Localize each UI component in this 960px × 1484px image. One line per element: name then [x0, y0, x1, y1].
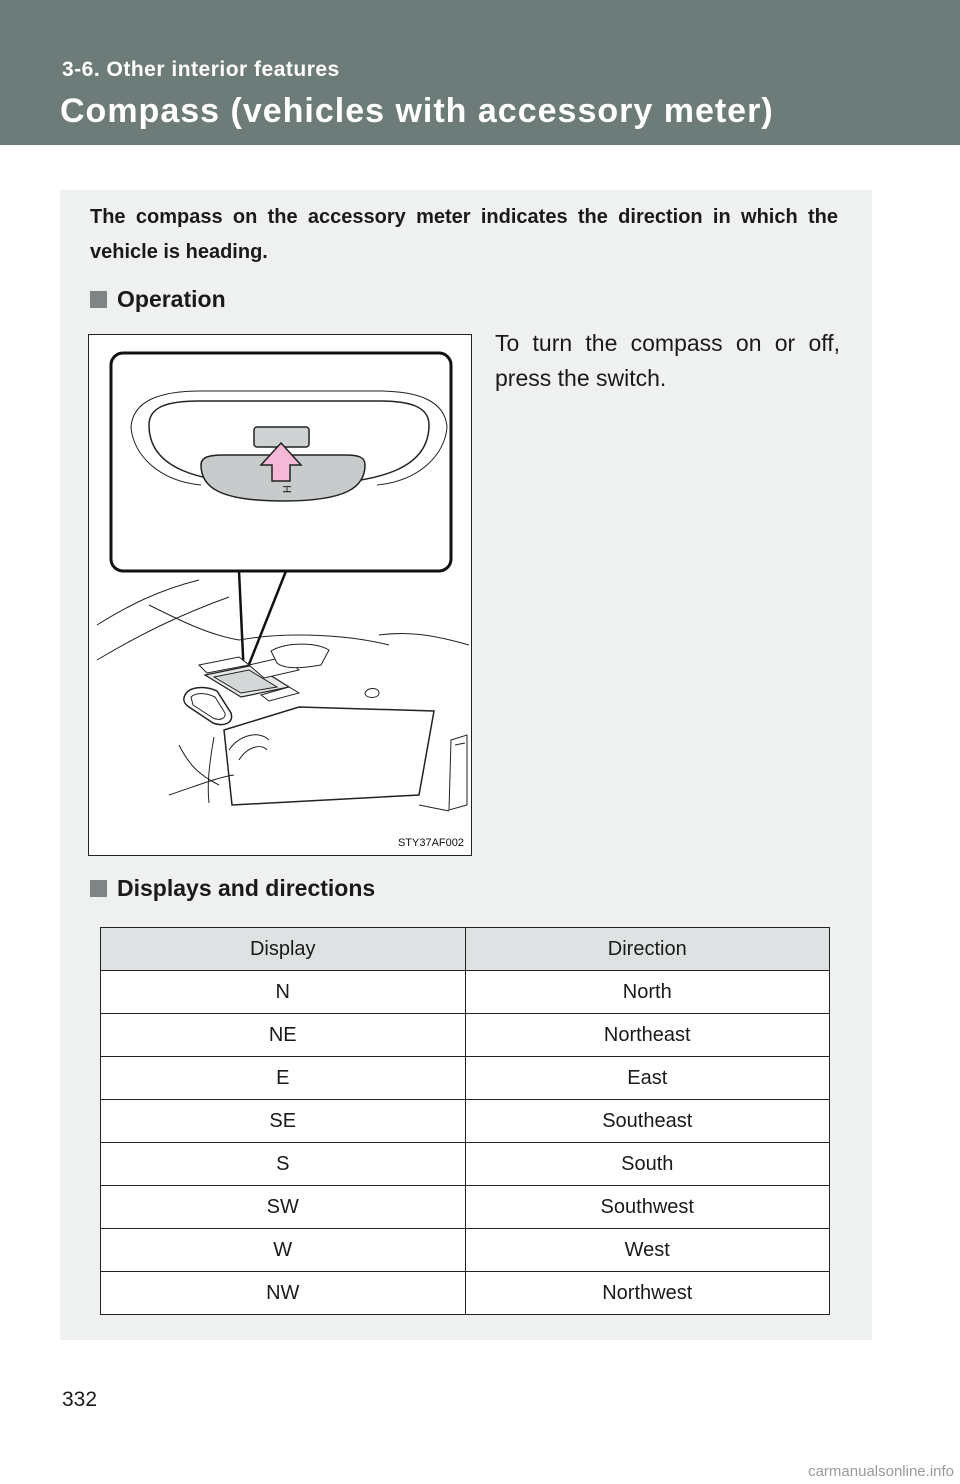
displays-heading-label: Displays and directions [117, 875, 376, 901]
intro-paragraph: The compass on the accessory meter indicates the direction in which the vehicle is heading. [90, 206, 838, 263]
direction-cell: Southwest [465, 1186, 830, 1229]
display-cell: E [101, 1057, 466, 1100]
operation-heading [90, 286, 226, 313]
table-row [101, 1057, 830, 1100]
switch-illustration [88, 334, 472, 856]
display-cell: SW [101, 1186, 466, 1229]
direction-cell: Southeast [465, 1100, 830, 1143]
overhead-console-drawing [89, 335, 471, 855]
table-row [101, 1100, 830, 1143]
display-cell: SE [101, 1100, 466, 1143]
display-cell: N [101, 971, 466, 1014]
direction-cell: South [465, 1143, 830, 1186]
table-row [101, 1272, 830, 1315]
direction-cell: Northeast [465, 1014, 830, 1057]
direction-cell: West [465, 1229, 830, 1272]
page-header [0, 0, 960, 145]
displays-heading [90, 875, 375, 902]
square-bullet-icon [90, 291, 107, 308]
table-row [101, 1229, 830, 1272]
column-header-direction: Direction [465, 928, 830, 971]
column-header-display: Display [101, 928, 466, 971]
display-cell: NW [101, 1272, 466, 1315]
table-row [101, 1186, 830, 1229]
page-number: 332 [62, 1388, 98, 1411]
operation-heading-label: Operation [117, 286, 226, 312]
direction-cell: East [465, 1057, 830, 1100]
direction-cell: Northwest [465, 1272, 830, 1315]
section-label: 3-6. Other interior features [62, 58, 340, 81]
table-header-row [101, 928, 830, 971]
table-row [101, 1014, 830, 1057]
display-cell: W [101, 1229, 466, 1272]
square-bullet-icon [90, 880, 107, 897]
table-row [101, 971, 830, 1014]
illustration-code: STY37AF002 [397, 837, 464, 849]
display-cell: S [101, 1143, 466, 1186]
watermark: carmanualsonline.info [808, 1463, 954, 1480]
meter-marking: H [280, 485, 293, 494]
operation-instruction: To turn the compass on or off, press the switch. [495, 330, 840, 391]
table-row [101, 1143, 830, 1186]
direction-cell: North [465, 971, 830, 1014]
page-title: Compass (vehicles with accessory meter) [60, 92, 774, 130]
directions-table [100, 927, 830, 1315]
display-cell: NE [101, 1014, 466, 1057]
